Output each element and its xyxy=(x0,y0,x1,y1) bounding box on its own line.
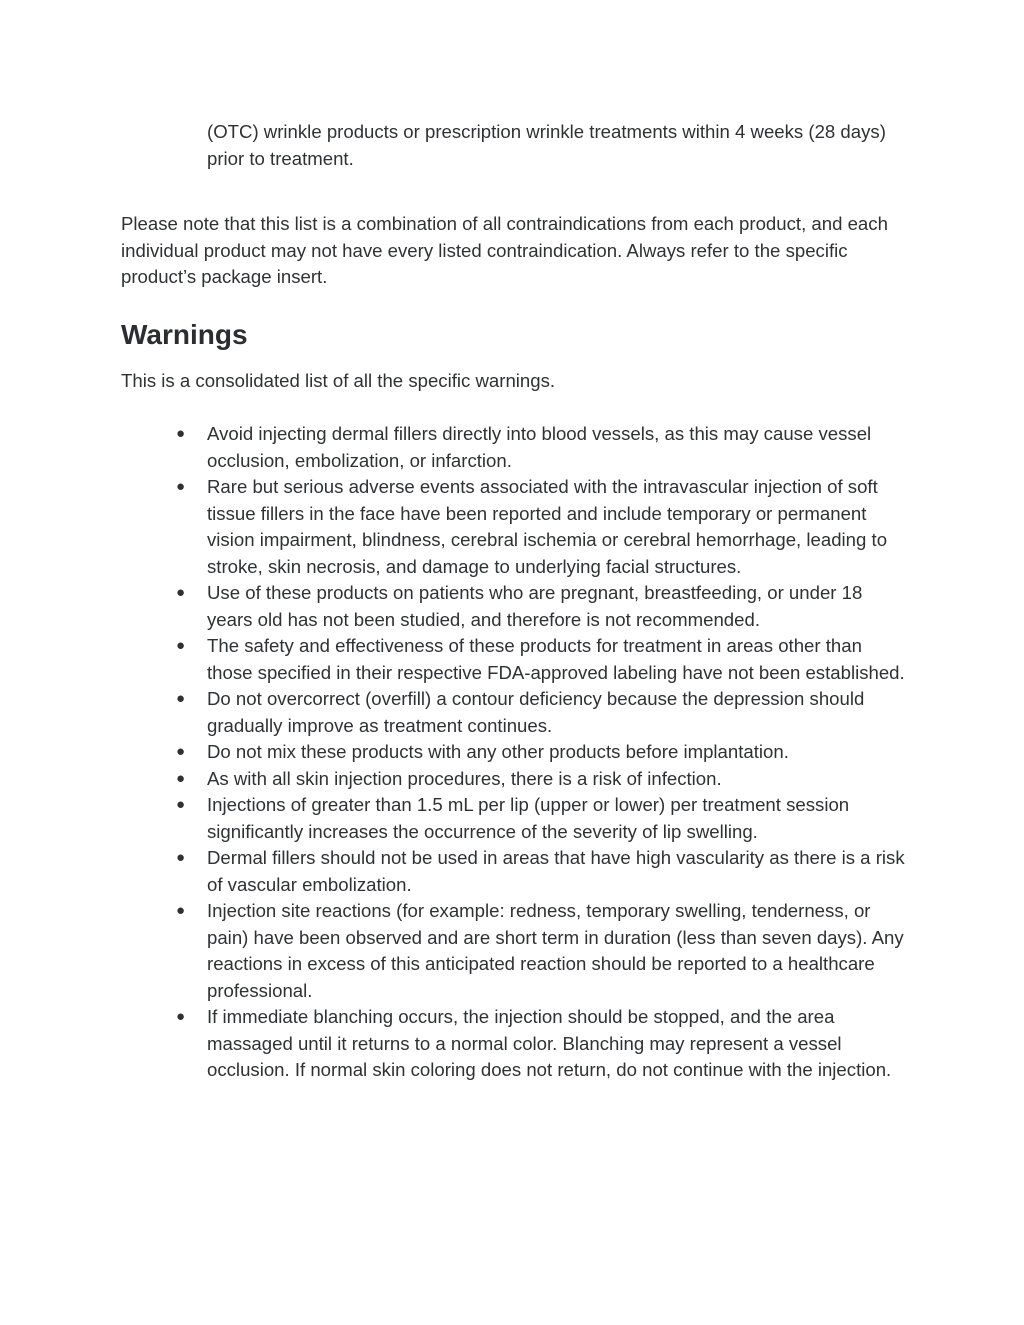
list-item xyxy=(176,792,906,845)
bullet-icon: ● xyxy=(176,690,186,707)
bullet-icon: ● xyxy=(176,637,186,654)
list-item-text: Use of these products on patients who are pregnant, breastfeeding, or under 18 years old has not been studied, and therefore is not recommended. xyxy=(207,582,863,630)
list-item-text: The safety and effectiveness of these products for treatment in areas other than those specified in their respective FDA-approved labeling have not been established. xyxy=(207,635,905,683)
list-item xyxy=(176,898,906,1004)
list-item-text: Rare but serious adverse events associated with the intravascular injection of soft tissue fillers in the face have been reported and include temporary or permanent vision impairment, blindness, cerebral ischemia or cerebral hemorrhage, leading to stroke, skin necrosis, and damage to underlying facial structures. xyxy=(207,476,888,577)
list-item-text: Do not overcorrect (overfill) a contour deficiency because the depression should gradually improve as treatment continues. xyxy=(207,688,865,736)
bullet-icon: ● xyxy=(176,902,186,919)
list-item-text: As with all skin injection procedures, there is a risk of infection. xyxy=(207,767,722,789)
list-item xyxy=(176,474,906,580)
list-item-text: Do not mix these products with any other products before implantation. xyxy=(207,741,789,762)
warnings-list xyxy=(176,421,906,1084)
list-item xyxy=(176,739,906,766)
bullet-icon: ● xyxy=(176,849,186,866)
list-item xyxy=(176,845,906,898)
list-item xyxy=(176,1004,906,1084)
bullet-icon: ● xyxy=(176,796,186,813)
contraindications-note: Please note that this list is a combination of all contraindications from each product, and each individual product may not have every listed contraindication. Always refer to the specific product’s package insert. xyxy=(121,213,888,287)
list-item xyxy=(176,766,906,793)
continued-list-item-text: (OTC) wrinkle products or prescription wrinkle treatments within 4 weeks (28 days) prior to treatment. xyxy=(207,121,886,169)
list-item xyxy=(176,686,906,739)
list-item-text: Dermal fillers should not be used in areas that have high vascularity as there is a risk of vascular embolization. xyxy=(207,847,905,895)
bullet-icon: ● xyxy=(176,584,186,601)
list-item xyxy=(176,421,906,474)
list-item-text: Injection site reactions (for example: redness, temporary swelling, tenderness, or pain) have been observed and are short term in duration (less than seven days). Any reactions in excess of this anticipated reaction should be reported to a healthcare professional. xyxy=(207,900,904,1001)
list-item-text: Injections of greater than 1.5 mL per lip (upper or lower) per treatment session significantly increases the occurrence of the severity of lip swelling. xyxy=(207,794,850,842)
list-item xyxy=(176,580,906,633)
bullet-icon: ● xyxy=(176,769,186,787)
bullet-icon: ● xyxy=(176,743,186,760)
list-item-text: If immediate blanching occurs, the injection should be stopped, and the area massaged until it returns to a normal color. Blanching may represent a vessel occlusion. If normal skin coloring does not return, do not continue with the injection. xyxy=(207,1006,892,1080)
list-item-text: Avoid injecting dermal fillers directly into blood vessels, as this may cause vessel occlusion, embolization, or infarction. xyxy=(207,423,872,471)
bullet-icon: ● xyxy=(176,478,186,495)
list-item xyxy=(176,633,906,686)
warnings-intro: This is a consolidated list of all the specific warnings. xyxy=(121,370,556,391)
bullet-icon: ● xyxy=(176,425,186,442)
warnings-heading: Warnings xyxy=(121,319,248,350)
bullet-icon: ● xyxy=(176,1008,186,1025)
